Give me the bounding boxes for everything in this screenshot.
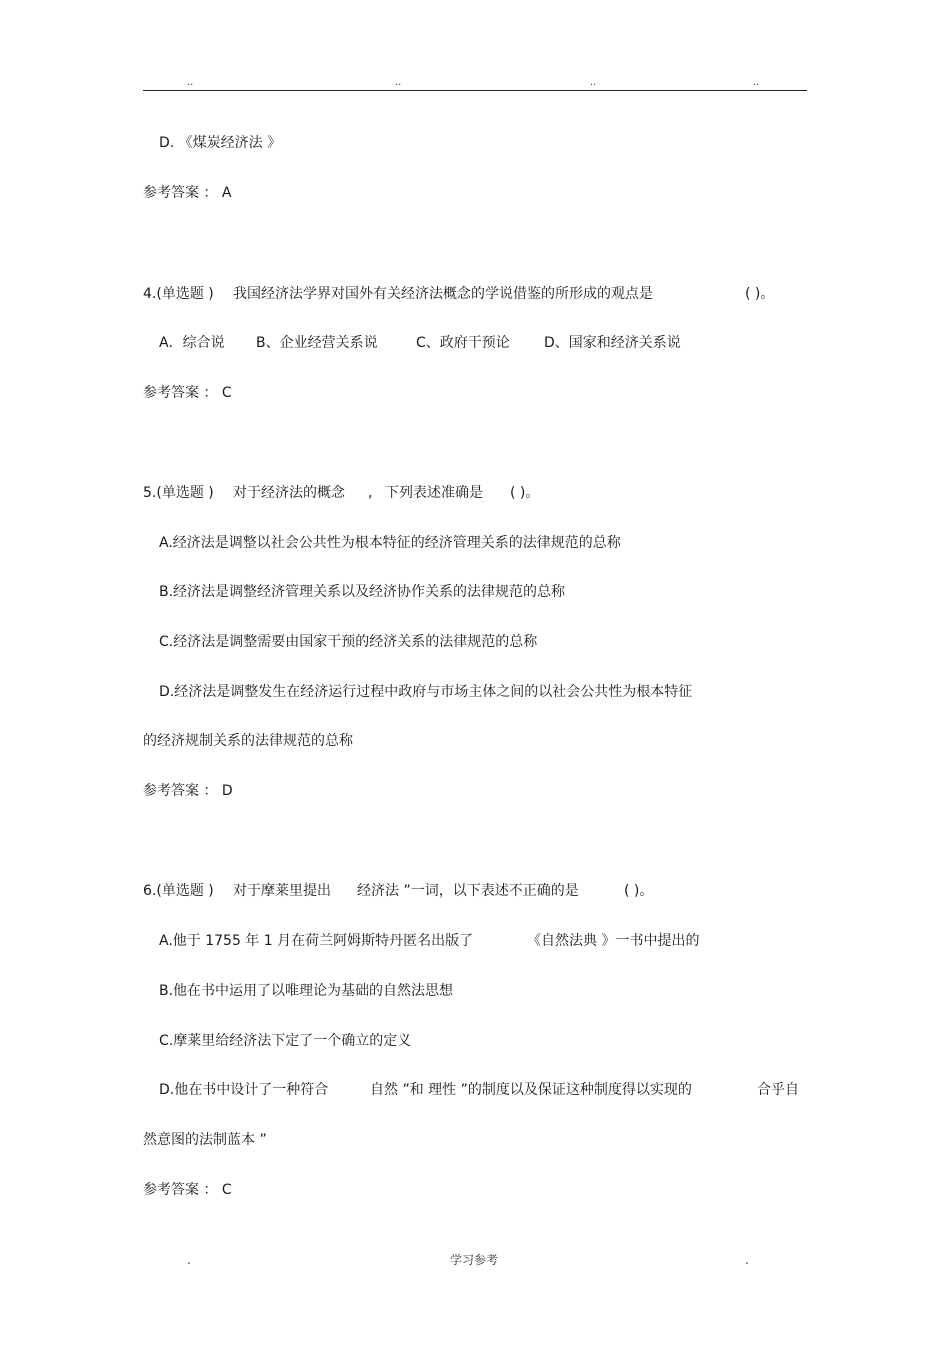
footer-left-dot: . xyxy=(187,1253,191,1267)
q6-option-b: B.他在书中运用了以唯理论为基础的自然法思想 xyxy=(159,983,454,999)
q6-stem2: 经济法 ”一词，以下表述不正确的是 xyxy=(357,883,579,899)
q5-comma: , xyxy=(368,485,373,501)
q5-stem2: 下列表述准确是 xyxy=(385,485,483,501)
q4-option-a: A．综合说 xyxy=(159,335,225,351)
q5-paren: ( )。 xyxy=(510,485,540,501)
q6-option-d-line2: 然意图的法制蓝本 ” xyxy=(143,1132,267,1148)
q4-type-label: 4.(单选题 ) xyxy=(143,286,214,302)
q4-paren: ( )。 xyxy=(745,286,775,302)
q6-option-c: C.摩莱里给经济法下定了一个确立的定义 xyxy=(159,1033,412,1049)
header-dot-3: .. xyxy=(590,77,597,88)
q5-option-c: C.经济法是调整需要由国家干预的经济关系的法律规范的总称 xyxy=(159,634,538,650)
q6-paren: ( )。 xyxy=(624,883,654,899)
q4-option-b: B、企业经营关系说 xyxy=(256,335,378,351)
header-rule xyxy=(143,90,807,91)
q4-answer: 参考答案 ： C xyxy=(143,385,232,401)
q5-answer: 参考答案 ： D xyxy=(143,783,233,799)
q5-option-a: A.经济法是调整以社会公共性为根本特征的经济管理关系的法律规范的总称 xyxy=(159,535,621,551)
header-dot-1: .. xyxy=(187,77,194,88)
q6-type-label: 6.(单选题 ) xyxy=(143,883,214,899)
header-dot-2: .. xyxy=(395,77,402,88)
q4-stem: 我国经济法学界对国外有关经济法概念的学说借鉴的所形成的观点是 xyxy=(233,286,653,302)
q3-option-d: D. 《煤炭经济法 》 xyxy=(159,135,282,151)
q5-stem: 对于经济法的概念 xyxy=(233,485,345,501)
q4-option-d: D、国家和经济关系说 xyxy=(544,335,681,351)
header-dot-4: .. xyxy=(753,77,760,88)
q5-option-d-line1: D.经济法是调整发生在经济运行过程中政府与市场主体之间的以社会公共性为根本特征 xyxy=(159,684,693,700)
footer-right-dot: . xyxy=(745,1253,749,1267)
q6-option-d-part3: 合乎自 xyxy=(757,1082,799,1098)
q4-option-c: C、政府干预论 xyxy=(416,335,510,351)
q6-option-a-part2: 《自然法典 》一书中提出的 xyxy=(527,933,700,949)
q6-option-d-part2: 自然 ”和 理性 ”的制度以及保证这种制度得以实现的 xyxy=(370,1082,692,1098)
q5-type-label: 5.(单选题 ) xyxy=(143,485,214,501)
q6-option-d-part1: D.他在书中设计了一种符合 xyxy=(159,1082,329,1098)
q6-answer: 参考答案 ： C xyxy=(143,1182,232,1198)
q3-answer: 参考答案 ： A xyxy=(143,185,232,201)
q6-option-a-part1: A.他于 1755 年 1 月在荷兰阿姆斯特丹匿名出版了 xyxy=(159,933,474,949)
q5-option-d-line2: 的经济规制关系的法律规范的总称 xyxy=(143,733,353,749)
q6-stem: 对于摩莱里提出 xyxy=(233,883,331,899)
footer-center-text: 学习参考 xyxy=(450,1253,499,1267)
q5-option-b: B.经济法是调整经济管理关系以及经济协作关系的法律规范的总称 xyxy=(159,584,566,600)
